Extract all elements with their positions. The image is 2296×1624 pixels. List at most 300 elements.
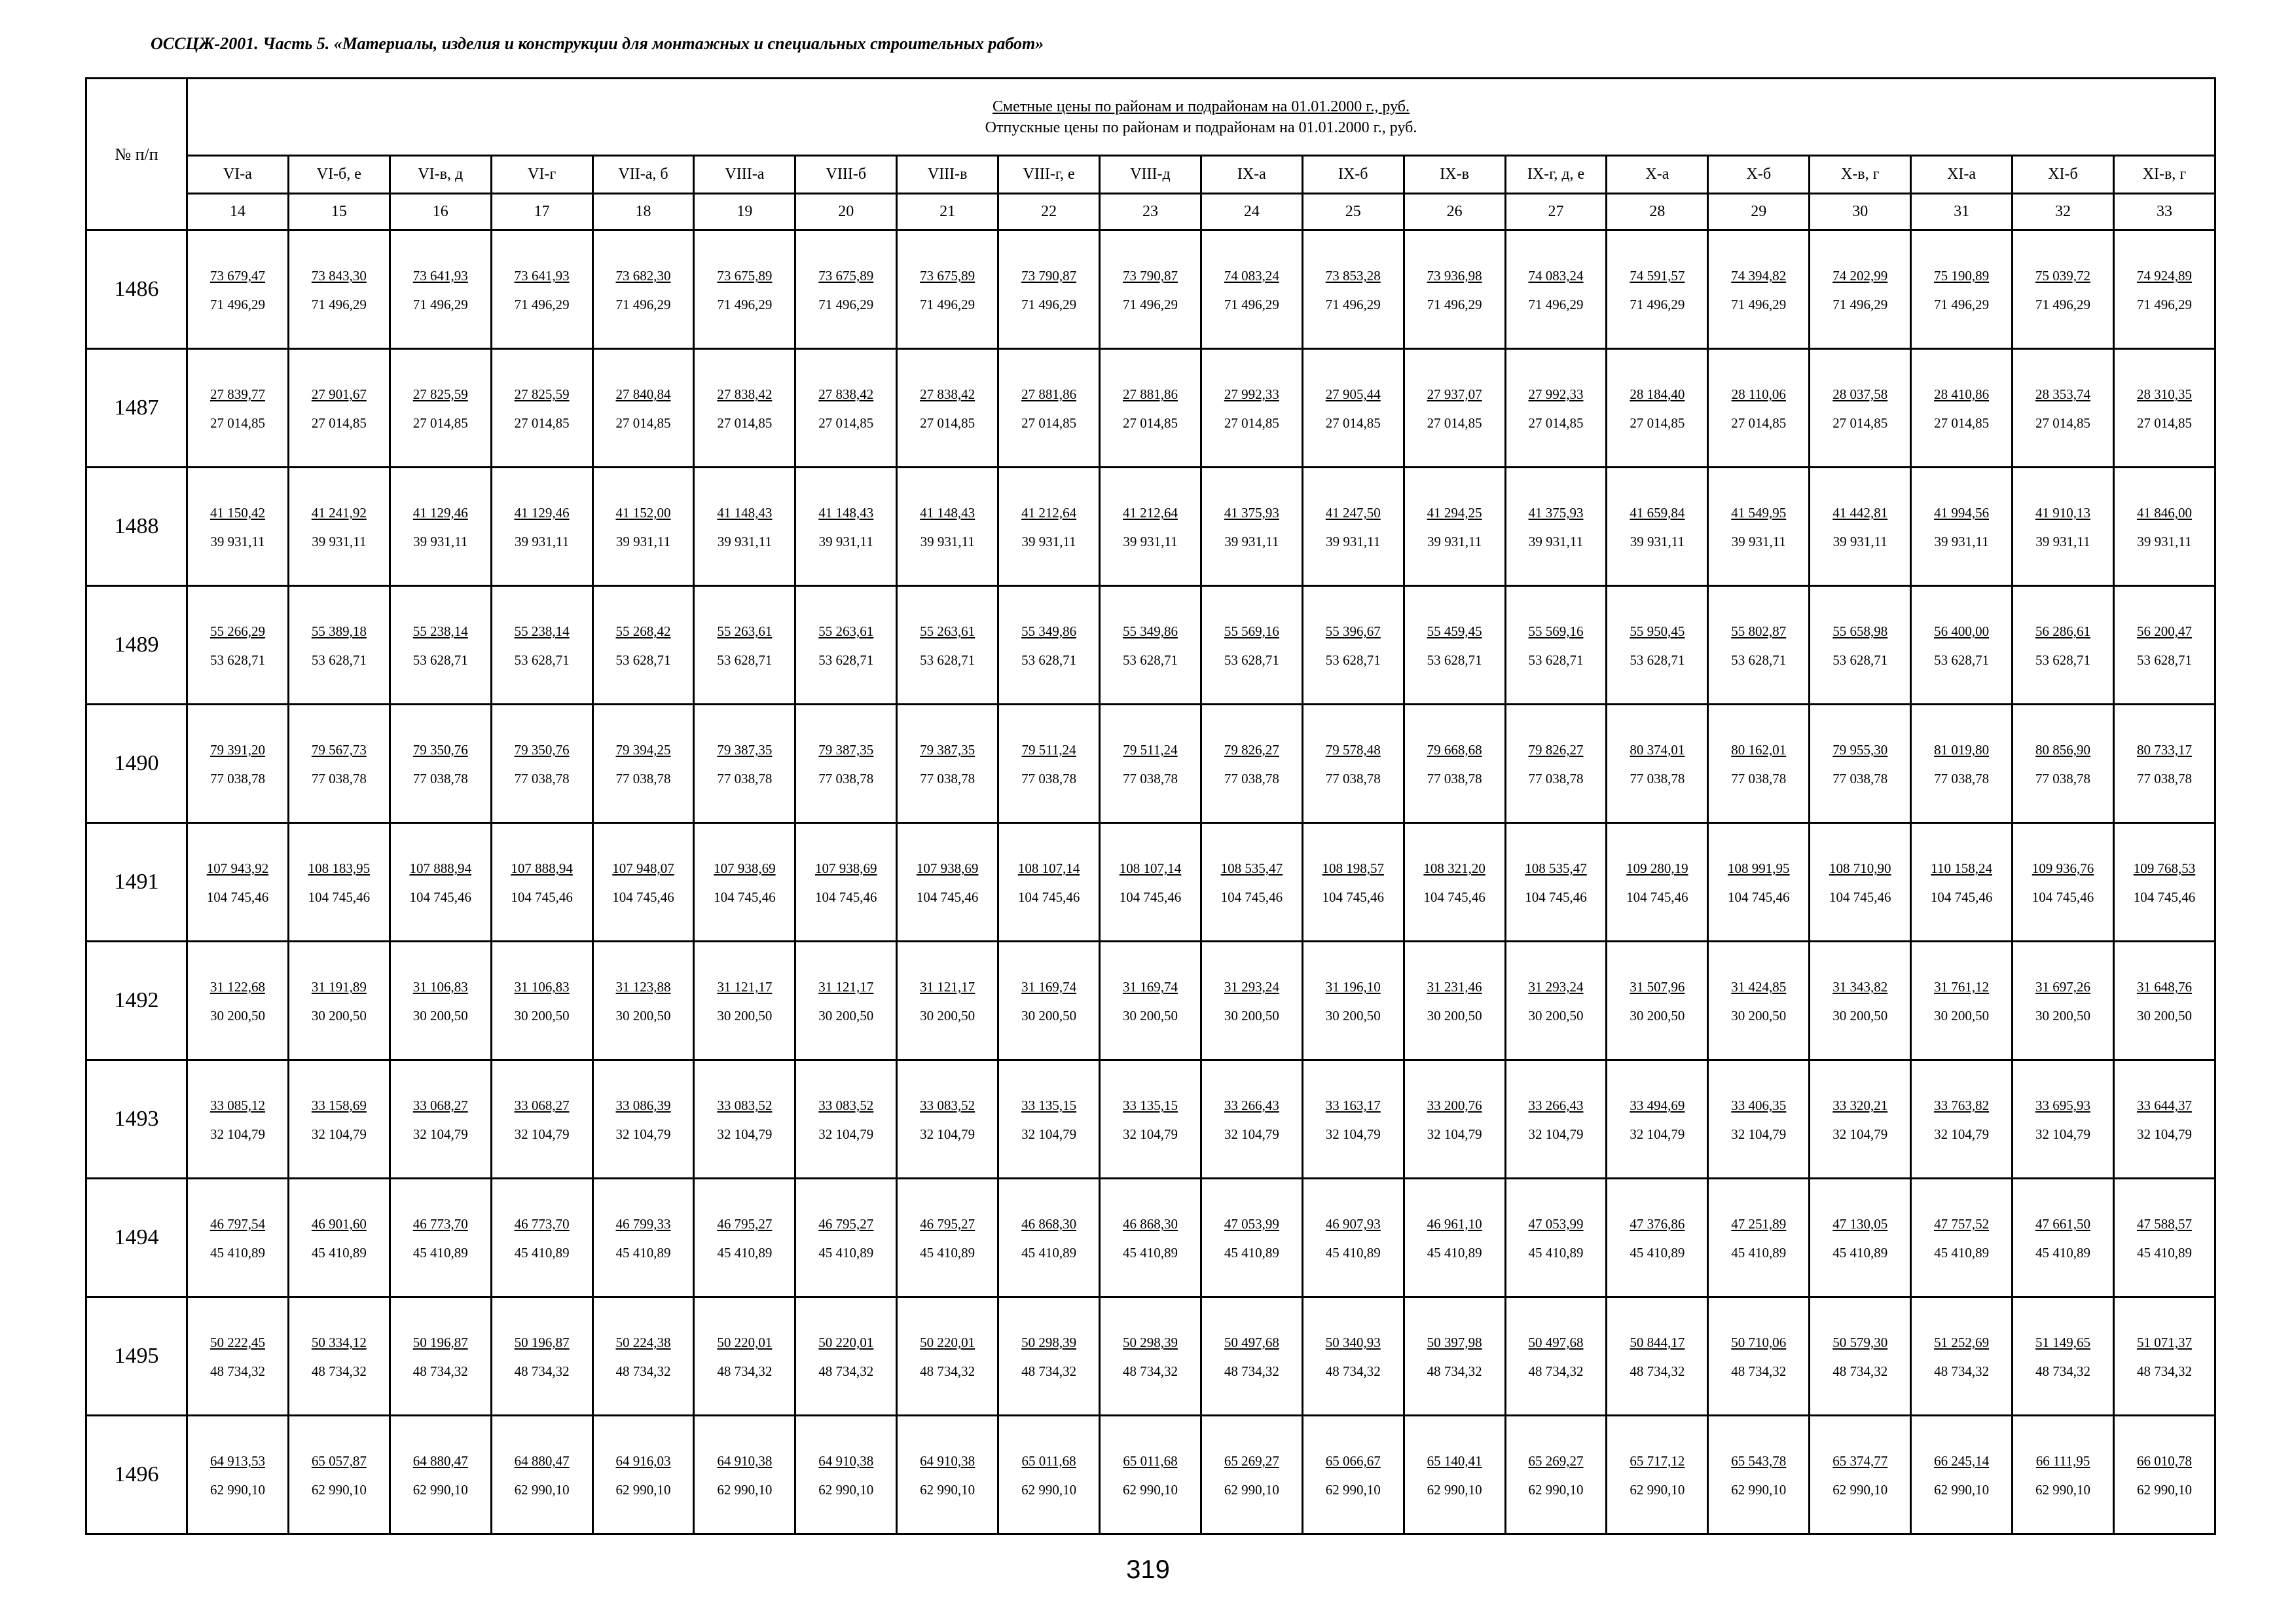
release-price: 45 410,89 bbox=[2035, 1245, 2090, 1261]
region-header: VI-а bbox=[187, 156, 289, 194]
estimate-price: 64 910,38 bbox=[818, 1453, 874, 1469]
estimate-price: 79 387,35 bbox=[717, 742, 773, 758]
estimate-price: 41 549,95 bbox=[1731, 505, 1787, 521]
price-cell bbox=[897, 349, 998, 468]
estimate-price: 109 768,53 bbox=[2133, 860, 2196, 876]
price-cell bbox=[1302, 1179, 1404, 1297]
price-cell bbox=[390, 1179, 491, 1297]
estimate-price: 79 350,76 bbox=[412, 742, 468, 758]
estimate-price: 51 252,69 bbox=[1934, 1335, 1990, 1350]
release-price: 77 038,78 bbox=[1630, 771, 1685, 786]
price-cell bbox=[795, 1297, 897, 1416]
price-cell bbox=[1607, 231, 1708, 349]
price-cell bbox=[1708, 1060, 1810, 1179]
release-price: 45 410,89 bbox=[615, 1245, 671, 1261]
estimate-price: 33 158,69 bbox=[311, 1098, 367, 1113]
release-price: 53 628,71 bbox=[2035, 652, 2090, 668]
price-cell bbox=[694, 1179, 795, 1297]
price-cell bbox=[694, 823, 795, 942]
release-price: 77 038,78 bbox=[1325, 771, 1381, 786]
estimate-price: 65 269,27 bbox=[1224, 1453, 1279, 1469]
release-price: 45 410,89 bbox=[2136, 1245, 2192, 1261]
estimate-price: 55 658,98 bbox=[1832, 623, 1888, 639]
release-price: 39 931,11 bbox=[210, 534, 265, 549]
price-cell bbox=[390, 823, 491, 942]
price-cell bbox=[1911, 1060, 2013, 1179]
estimate-price: 33 644,37 bbox=[2136, 1098, 2192, 1113]
price-cell bbox=[1201, 1416, 1302, 1534]
estimate-price: 107 888,94 bbox=[511, 860, 573, 876]
release-price: 53 628,71 bbox=[1427, 652, 1482, 668]
release-price: 39 931,11 bbox=[1934, 534, 1989, 549]
release-price: 71 496,29 bbox=[1528, 297, 1584, 312]
region-header: X-в, г bbox=[1810, 156, 1911, 194]
release-price: 39 931,11 bbox=[1123, 534, 1178, 549]
estimate-price: 73 853,28 bbox=[1325, 268, 1381, 284]
release-price: 77 038,78 bbox=[412, 771, 468, 786]
release-price: 30 200,50 bbox=[2035, 1008, 2090, 1024]
release-price: 77 038,78 bbox=[1731, 771, 1787, 786]
estimate-price: 27 992,33 bbox=[1224, 386, 1279, 402]
estimate-price: 108 535,47 bbox=[1220, 860, 1283, 876]
column-number: 33 bbox=[2113, 194, 2215, 231]
price-cell bbox=[1708, 349, 1810, 468]
price-cell bbox=[694, 586, 795, 705]
price-cell bbox=[1404, 468, 1505, 586]
price-cell bbox=[1607, 349, 1708, 468]
price-cell bbox=[187, 1060, 289, 1179]
price-cell bbox=[1404, 823, 1505, 942]
estimate-price: 47 053,99 bbox=[1528, 1216, 1584, 1232]
release-price: 30 200,50 bbox=[1224, 1008, 1279, 1024]
release-price: 62 990,10 bbox=[818, 1482, 874, 1498]
price-cell bbox=[1100, 705, 1201, 823]
release-price: 77 038,78 bbox=[2035, 771, 2090, 786]
estimate-price: 55 263,61 bbox=[818, 623, 874, 639]
price-cell bbox=[1708, 942, 1810, 1060]
release-price: 62 990,10 bbox=[1731, 1482, 1787, 1498]
release-price: 39 931,11 bbox=[1832, 534, 1887, 549]
region-header: XI-б bbox=[2013, 156, 2114, 194]
estimate-price: 50 220,01 bbox=[920, 1335, 975, 1350]
release-price: 30 200,50 bbox=[818, 1008, 874, 1024]
estimate-price: 33 200,76 bbox=[1427, 1098, 1482, 1113]
release-price: 45 410,89 bbox=[717, 1245, 773, 1261]
release-price: 27 014,85 bbox=[1832, 415, 1888, 431]
release-price: 77 038,78 bbox=[920, 771, 975, 786]
price-cell bbox=[390, 1297, 491, 1416]
price-cell bbox=[694, 1416, 795, 1534]
estimate-price: 65 011,68 bbox=[1021, 1453, 1076, 1469]
release-price: 62 990,10 bbox=[1427, 1482, 1482, 1498]
release-price: 104 745,46 bbox=[1423, 889, 1485, 905]
price-cell bbox=[592, 823, 694, 942]
estimate-price: 46 795,27 bbox=[920, 1216, 975, 1232]
release-price: 32 104,79 bbox=[1427, 1126, 1482, 1142]
estimate-price: 41 442,81 bbox=[1832, 505, 1888, 521]
release-price: 30 200,50 bbox=[210, 1008, 265, 1024]
estimate-price: 73 679,47 bbox=[210, 268, 265, 284]
price-cell bbox=[1708, 1416, 1810, 1534]
price-cell bbox=[1708, 823, 1810, 942]
release-price: 53 628,71 bbox=[2136, 652, 2192, 668]
price-cell bbox=[592, 1060, 694, 1179]
estimate-price: 41 212,64 bbox=[1122, 505, 1178, 521]
estimate-price: 41 152,00 bbox=[615, 505, 671, 521]
estimate-price: 79 350,76 bbox=[514, 742, 570, 758]
price-cell bbox=[1100, 349, 1201, 468]
price-cell bbox=[1201, 349, 1302, 468]
estimate-price: 33 494,69 bbox=[1630, 1098, 1685, 1113]
release-price: 39 931,11 bbox=[1731, 534, 1786, 549]
release-price: 48 734,32 bbox=[1630, 1363, 1685, 1379]
estimate-price: 41 212,64 bbox=[1021, 505, 1077, 521]
price-cell bbox=[187, 586, 289, 705]
release-price: 104 745,46 bbox=[1119, 889, 1182, 905]
table-row bbox=[86, 1179, 2215, 1297]
table-row bbox=[86, 231, 2215, 349]
price-cell bbox=[1911, 231, 2013, 349]
price-cell bbox=[694, 1297, 795, 1416]
release-price: 39 931,11 bbox=[2137, 534, 2192, 549]
estimate-price: 46 799,33 bbox=[615, 1216, 671, 1232]
release-price: 45 410,89 bbox=[1832, 1245, 1888, 1261]
release-price: 77 038,78 bbox=[311, 771, 367, 786]
estimate-price: 65 543,78 bbox=[1731, 1453, 1787, 1469]
release-price: 45 410,89 bbox=[1427, 1245, 1482, 1261]
estimate-price: 33 083,52 bbox=[920, 1098, 975, 1113]
price-cell bbox=[998, 1416, 1100, 1534]
price-cell bbox=[1505, 1179, 1607, 1297]
price-cell bbox=[1708, 1297, 1810, 1416]
estimate-price: 109 936,76 bbox=[2032, 860, 2094, 876]
price-cell bbox=[897, 1416, 998, 1534]
price-cell bbox=[1100, 231, 1201, 349]
price-cell bbox=[288, 231, 390, 349]
region-header: VIII-г, е bbox=[998, 156, 1100, 194]
price-cell bbox=[2113, 1060, 2215, 1179]
estimate-price: 31 697,26 bbox=[2035, 979, 2090, 995]
price-cell bbox=[1810, 1060, 1911, 1179]
estimate-price: 46 868,30 bbox=[1021, 1216, 1077, 1232]
release-price: 71 496,29 bbox=[1427, 297, 1482, 312]
release-price: 104 745,46 bbox=[2133, 889, 2196, 905]
row-number: 1496 bbox=[86, 1416, 187, 1534]
estimate-price: 108 321,20 bbox=[1423, 860, 1485, 876]
estimate-price: 64 913,53 bbox=[210, 1453, 265, 1469]
estimate-price: 41 375,93 bbox=[1528, 505, 1584, 521]
price-cell bbox=[1607, 1416, 1708, 1534]
price-cell bbox=[1607, 823, 1708, 942]
price-cell bbox=[2113, 1297, 2215, 1416]
price-cell bbox=[1302, 1416, 1404, 1534]
price-cell bbox=[1201, 1179, 1302, 1297]
table-body bbox=[86, 231, 2215, 1534]
estimate-price: 50 220,01 bbox=[717, 1335, 773, 1350]
price-cell bbox=[998, 1060, 1100, 1179]
price-cell bbox=[288, 468, 390, 586]
estimate-price: 55 238,14 bbox=[412, 623, 468, 639]
estimate-price: 55 459,45 bbox=[1427, 623, 1482, 639]
estimate-price: 46 907,93 bbox=[1325, 1216, 1381, 1232]
price-cell bbox=[1810, 468, 1911, 586]
price-cell bbox=[795, 1060, 897, 1179]
table-row bbox=[86, 942, 2215, 1060]
estimate-price: 80 162,01 bbox=[1731, 742, 1787, 758]
price-cell bbox=[2113, 942, 2215, 1060]
estimate-price: 107 943,92 bbox=[206, 860, 269, 876]
release-price: 53 628,71 bbox=[210, 652, 265, 668]
estimate-price: 41 150,42 bbox=[210, 505, 265, 521]
column-number: 17 bbox=[491, 194, 592, 231]
estimate-price: 79 394,25 bbox=[615, 742, 671, 758]
price-cell bbox=[2113, 823, 2215, 942]
estimate-price: 41 148,43 bbox=[920, 505, 975, 521]
release-price: 53 628,71 bbox=[1021, 652, 1077, 668]
price-cell bbox=[2013, 1060, 2114, 1179]
release-price: 27 014,85 bbox=[1427, 415, 1482, 431]
release-price: 27 014,85 bbox=[1021, 415, 1077, 431]
release-price: 62 990,10 bbox=[412, 1482, 468, 1498]
estimate-price: 46 795,27 bbox=[717, 1216, 773, 1232]
price-cell bbox=[288, 1179, 390, 1297]
release-price: 45 410,89 bbox=[311, 1245, 367, 1261]
price-cell bbox=[491, 231, 592, 349]
estimate-price: 41 846,00 bbox=[2136, 505, 2192, 521]
estimate-price: 73 843,30 bbox=[311, 268, 367, 284]
release-price: 45 410,89 bbox=[1224, 1245, 1279, 1261]
release-price: 62 990,10 bbox=[1528, 1482, 1584, 1498]
release-price: 71 496,29 bbox=[210, 297, 265, 312]
release-price: 62 990,10 bbox=[311, 1482, 367, 1498]
release-price: 62 990,10 bbox=[1832, 1482, 1888, 1498]
price-cell bbox=[1505, 1297, 1607, 1416]
row-number-header: № п/п bbox=[86, 79, 187, 231]
release-price: 104 745,46 bbox=[815, 889, 877, 905]
estimate-price: 33 163,17 bbox=[1325, 1098, 1381, 1113]
estimate-price: 41 241,92 bbox=[311, 505, 367, 521]
release-price: 30 200,50 bbox=[1325, 1008, 1381, 1024]
release-price: 53 628,71 bbox=[1832, 652, 1888, 668]
release-price: 104 745,46 bbox=[1626, 889, 1688, 905]
price-cell bbox=[1911, 942, 2013, 1060]
estimate-price: 31 106,83 bbox=[412, 979, 468, 995]
release-price: 48 734,32 bbox=[412, 1363, 468, 1379]
estimate-price: 75 190,89 bbox=[1934, 268, 1990, 284]
estimate-price: 55 569,16 bbox=[1528, 623, 1584, 639]
release-price: 32 104,79 bbox=[1528, 1126, 1584, 1142]
estimate-price: 47 757,52 bbox=[1934, 1216, 1990, 1232]
estimate-price: 108 107,14 bbox=[1017, 860, 1080, 876]
release-price: 71 496,29 bbox=[920, 297, 975, 312]
estimate-price: 56 400,00 bbox=[1934, 623, 1990, 639]
price-cell bbox=[1404, 1179, 1505, 1297]
release-price: 53 628,71 bbox=[514, 652, 570, 668]
price-cell bbox=[694, 349, 795, 468]
region-header: VI-б, е bbox=[288, 156, 390, 194]
release-price: 71 496,29 bbox=[1630, 297, 1685, 312]
release-price: 30 200,50 bbox=[1427, 1008, 1482, 1024]
price-cell bbox=[1810, 823, 1911, 942]
estimate-price: 28 110,06 bbox=[1731, 386, 1786, 402]
column-number: 21 bbox=[897, 194, 998, 231]
estimate-price: 28 184,40 bbox=[1630, 386, 1685, 402]
estimate-price: 80 856,90 bbox=[2035, 742, 2090, 758]
release-price: 27 014,85 bbox=[311, 415, 367, 431]
estimate-price: 31 343,82 bbox=[1832, 979, 1888, 995]
price-cell bbox=[1100, 1060, 1201, 1179]
price-cell bbox=[1607, 1297, 1708, 1416]
release-price: 39 931,11 bbox=[818, 534, 873, 549]
estimate-price: 64 880,47 bbox=[514, 1453, 570, 1469]
price-cell bbox=[1607, 1060, 1708, 1179]
price-cell bbox=[1201, 942, 1302, 1060]
estimate-price: 46 773,70 bbox=[514, 1216, 570, 1232]
estimate-price: 50 579,30 bbox=[1832, 1335, 1888, 1350]
estimate-price: 55 238,14 bbox=[514, 623, 570, 639]
release-price: 71 496,29 bbox=[412, 297, 468, 312]
estimate-price: 27 838,42 bbox=[818, 386, 874, 402]
release-price: 30 200,50 bbox=[514, 1008, 570, 1024]
estimate-price: 75 039,72 bbox=[2035, 268, 2090, 284]
region-header: VII-а, б bbox=[592, 156, 694, 194]
price-cell bbox=[1911, 1416, 2013, 1534]
release-price: 71 496,29 bbox=[1325, 297, 1381, 312]
price-cell bbox=[1302, 1060, 1404, 1179]
release-price: 39 931,11 bbox=[615, 534, 671, 549]
estimate-price: 79 387,35 bbox=[920, 742, 975, 758]
estimate-price: 41 129,46 bbox=[412, 505, 468, 521]
release-price: 30 200,50 bbox=[311, 1008, 367, 1024]
release-price: 77 038,78 bbox=[1934, 771, 1990, 786]
price-cell bbox=[2013, 942, 2114, 1060]
release-price: 104 745,46 bbox=[916, 889, 979, 905]
release-price: 45 410,89 bbox=[1021, 1245, 1077, 1261]
region-header: IX-б bbox=[1302, 156, 1404, 194]
estimate-price: 79 511,24 bbox=[1021, 742, 1076, 758]
column-number: 25 bbox=[1302, 194, 1404, 231]
estimate-price: 73 790,87 bbox=[1122, 268, 1178, 284]
estimate-price: 47 053,99 bbox=[1224, 1216, 1279, 1232]
region-header: VI-г bbox=[491, 156, 592, 194]
price-cell bbox=[390, 1416, 491, 1534]
release-price: 77 038,78 bbox=[514, 771, 570, 786]
estimate-price: 107 938,69 bbox=[916, 860, 979, 876]
estimate-price: 108 183,95 bbox=[308, 860, 371, 876]
price-cell bbox=[2113, 468, 2215, 586]
estimate-price: 108 198,57 bbox=[1322, 860, 1384, 876]
estimate-price: 46 795,27 bbox=[818, 1216, 874, 1232]
release-price: 32 104,79 bbox=[1325, 1126, 1381, 1142]
price-cell bbox=[1201, 1297, 1302, 1416]
estimate-price: 27 838,42 bbox=[717, 386, 773, 402]
release-price-header: Отпускные цены по районам и подрайонам на 01.01.2000 г., руб. bbox=[985, 119, 1417, 136]
price-cell bbox=[288, 586, 390, 705]
release-price: 71 496,29 bbox=[1731, 297, 1787, 312]
table-row bbox=[86, 1060, 2215, 1179]
price-cell bbox=[592, 942, 694, 1060]
price-cell bbox=[390, 942, 491, 1060]
estimate-price: 50 224,38 bbox=[615, 1335, 671, 1350]
price-cell bbox=[491, 1060, 592, 1179]
estimate-price: 46 797,54 bbox=[210, 1216, 265, 1232]
release-price: 32 104,79 bbox=[1021, 1126, 1077, 1142]
release-price: 104 745,46 bbox=[1930, 889, 1993, 905]
release-price: 32 104,79 bbox=[1832, 1126, 1888, 1142]
release-price: 77 038,78 bbox=[1224, 771, 1279, 786]
price-cell bbox=[1911, 705, 2013, 823]
estimate-price-header: Сметные цены по районам и подрайонам на 01.01.2000 г., руб. bbox=[992, 98, 1410, 115]
release-price: 39 931,11 bbox=[920, 534, 975, 549]
estimate-price: 66 245,14 bbox=[1934, 1453, 1990, 1469]
release-price: 77 038,78 bbox=[717, 771, 773, 786]
estimate-price: 107 888,94 bbox=[409, 860, 471, 876]
release-price: 104 745,46 bbox=[308, 889, 371, 905]
price-cell bbox=[1505, 231, 1607, 349]
row-number: 1494 bbox=[86, 1179, 187, 1297]
estimate-price: 51 071,37 bbox=[2136, 1335, 2192, 1350]
release-price: 53 628,71 bbox=[1122, 652, 1178, 668]
column-number: 28 bbox=[1607, 194, 1708, 231]
price-cell bbox=[2013, 468, 2114, 586]
price-cell bbox=[897, 1060, 998, 1179]
estimate-price: 65 140,41 bbox=[1427, 1453, 1482, 1469]
price-cell bbox=[2013, 1179, 2114, 1297]
price-cell bbox=[2113, 349, 2215, 468]
estimate-price: 41 994,56 bbox=[1934, 505, 1990, 521]
release-price: 30 200,50 bbox=[1630, 1008, 1685, 1024]
column-number: 14 bbox=[187, 194, 289, 231]
price-cell bbox=[1911, 468, 2013, 586]
release-price: 45 410,89 bbox=[1731, 1245, 1787, 1261]
price-cell bbox=[998, 349, 1100, 468]
estimate-price: 50 397,98 bbox=[1427, 1335, 1482, 1350]
region-header: IX-г, д, е bbox=[1505, 156, 1607, 194]
release-price: 71 496,29 bbox=[311, 297, 367, 312]
price-cell bbox=[187, 1297, 289, 1416]
price-cell bbox=[1911, 349, 2013, 468]
estimate-price: 50 298,39 bbox=[1021, 1335, 1077, 1350]
estimate-price: 79 826,27 bbox=[1224, 742, 1279, 758]
release-price: 48 734,32 bbox=[717, 1363, 773, 1379]
estimate-price: 33 695,93 bbox=[2035, 1098, 2090, 1113]
estimate-price: 74 083,24 bbox=[1224, 268, 1279, 284]
price-cell bbox=[1302, 823, 1404, 942]
price-cell bbox=[2013, 705, 2114, 823]
estimate-price: 50 340,93 bbox=[1325, 1335, 1381, 1350]
column-number: 19 bbox=[694, 194, 795, 231]
price-cell bbox=[2013, 823, 2114, 942]
estimate-price: 73 682,30 bbox=[615, 268, 671, 284]
estimate-price: 33 266,43 bbox=[1224, 1098, 1279, 1113]
release-price: 45 410,89 bbox=[1528, 1245, 1584, 1261]
price-cell bbox=[1505, 349, 1607, 468]
estimate-price: 73 936,98 bbox=[1427, 268, 1482, 284]
price-cell bbox=[491, 1297, 592, 1416]
release-price: 32 104,79 bbox=[717, 1126, 773, 1142]
release-price: 32 104,79 bbox=[615, 1126, 671, 1142]
estimate-price: 65 374,77 bbox=[1832, 1453, 1888, 1469]
estimate-price: 46 868,30 bbox=[1122, 1216, 1178, 1232]
price-cell bbox=[795, 586, 897, 705]
price-cell bbox=[592, 1179, 694, 1297]
estimate-price: 55 389,18 bbox=[311, 623, 367, 639]
price-cell bbox=[288, 705, 390, 823]
release-price: 32 104,79 bbox=[920, 1126, 975, 1142]
price-cell bbox=[1302, 705, 1404, 823]
region-header-row bbox=[86, 156, 2215, 194]
estimate-price: 55 263,61 bbox=[920, 623, 975, 639]
